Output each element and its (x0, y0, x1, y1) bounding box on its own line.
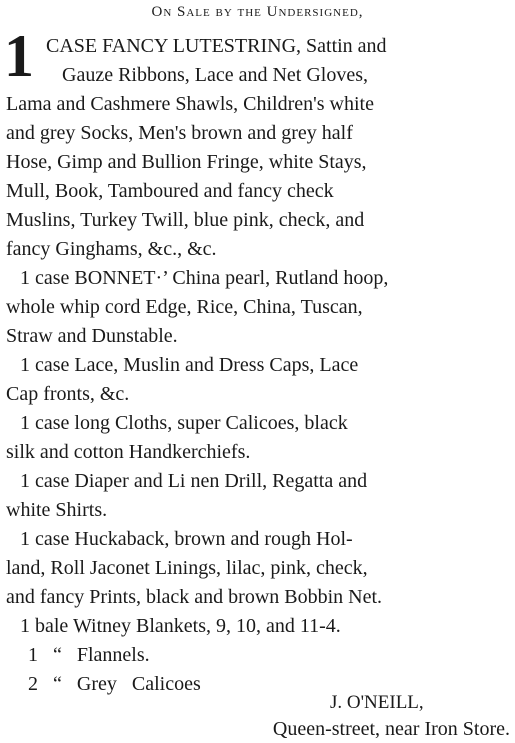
text-line: 1 case Diaper and Li nen Drill, Regatta and (20, 470, 368, 492)
text-line: Straw and Dunstable. (6, 325, 178, 347)
text-line: Muslins, Turkey Twill, blue pink, check, and (6, 209, 365, 231)
text-line: Hose, Gimp and Bullion Fringe, white Stays, (6, 151, 367, 173)
text-line: 1 case Huckaback, brown and rough Hol- (20, 528, 353, 550)
text-line: 1 case long Cloths, super Calicoes, black (20, 412, 348, 434)
text-line: 1 “ Flannels. (28, 644, 150, 666)
text-line: silk and cotton Handkerchiefs. (6, 441, 251, 463)
text-line: Cap fronts, &c. (6, 383, 130, 405)
text-line: CASE FANCY LUTESTRING, Sattin and (46, 35, 387, 57)
text-line: 1 case Lace, Muslin and Dress Caps, Lace (20, 354, 359, 376)
text-line: Gauze Ribbons, Lace and Net Gloves, (62, 64, 369, 86)
text-line: land, Roll Jaconet Linings, lilac, pink, check, (6, 557, 368, 579)
drop-cap: 1 (4, 23, 34, 89)
text-line: Mull, Book, Tamboured and fancy check (6, 180, 334, 202)
text-line: fancy Ginghams, &c., &c. (6, 238, 217, 260)
text-line: Lama and Cashmere Shawls, Children's white (6, 93, 374, 115)
text-line: 2 “ Grey Calicoes (28, 673, 201, 695)
address: Queen-street, near Iron Store. (272, 718, 510, 740)
signature: J. O'NEILL, (330, 692, 424, 713)
heading: On Sale by the Undersigned, (151, 4, 364, 20)
text-line: whole whip cord Edge, Rice, China, Tuscan, (6, 296, 363, 318)
text-line: and grey Socks, Men's brown and grey half (6, 122, 353, 144)
text-line: white Shirts. (6, 499, 108, 521)
text-line: 1 case BONNET·’ China pearl, Rutland hoop, (20, 267, 389, 289)
text-line: 1 bale Witney Blankets, 9, 10, and 11-4. (20, 615, 341, 637)
text-line: and fancy Prints, black and brown Bobbin Net. (6, 586, 383, 608)
